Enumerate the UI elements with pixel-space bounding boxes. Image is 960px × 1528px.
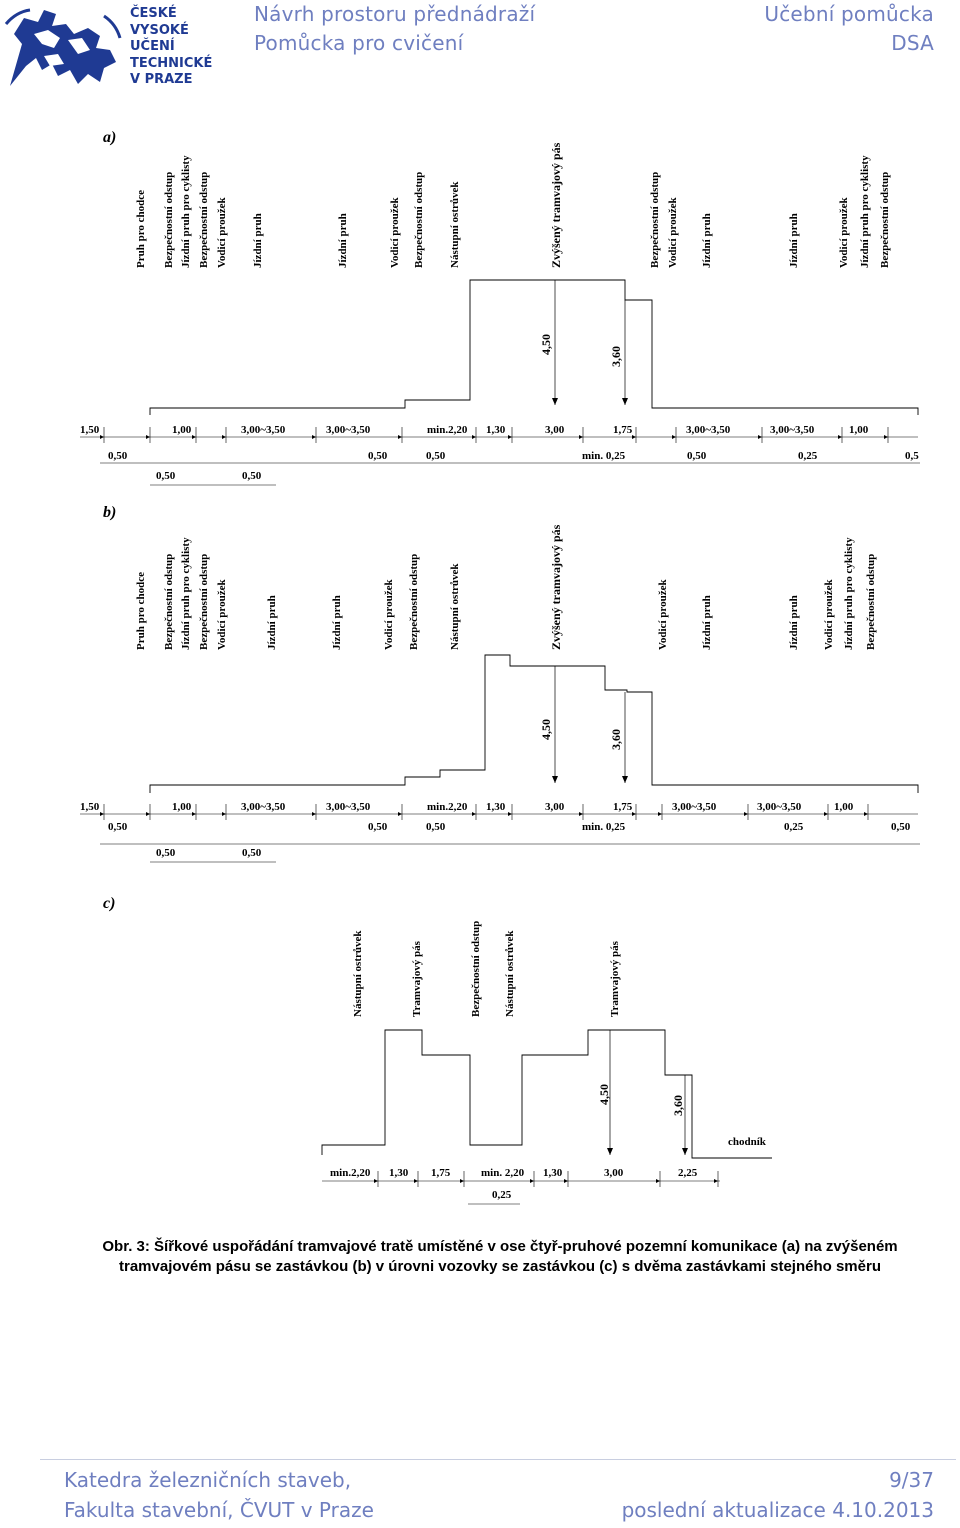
lane-label: Jízdní pruh [337, 213, 349, 268]
dimension-arrow [312, 435, 316, 439]
lane-label: 3,60 [609, 346, 623, 367]
dimension-arrow [656, 1179, 660, 1183]
footer-department: Katedra železničních staveb, [64, 1468, 352, 1492]
dimension-label: 1,50 [80, 424, 100, 436]
dimension-label: min.2,20 [427, 801, 468, 813]
dimension-arrow [824, 812, 828, 816]
lane-label: Jízdní pruh pro cyklisty [859, 155, 871, 268]
dimension-label: 1,30 [543, 1167, 563, 1179]
lane-label: Vodicí proužek [389, 197, 401, 268]
lane-label: Bezpečnostní odstup [198, 553, 210, 650]
lane-label: Zvýšený tramvajový pás [549, 524, 563, 650]
dimension-label: 1,00 [172, 801, 192, 813]
dimension-label: 1,00 [834, 801, 854, 813]
dimension-label: 3,00 [545, 801, 565, 813]
dimension-arrow [579, 435, 583, 439]
dimension-arrow [222, 435, 226, 439]
dimension-label: 0,50 [368, 450, 388, 462]
lane-label: Nástupní ostrůvek [504, 930, 516, 1017]
header-subtitle: Pomůcka pro cvičení [254, 31, 464, 55]
footer-divider [40, 1459, 956, 1460]
lane-label: Nástupní ostrůvek [449, 181, 461, 268]
dimension-arrow [838, 435, 842, 439]
header-doc-type: Učební pomůcka [764, 2, 934, 26]
dimension-arrow [672, 435, 676, 439]
dimension-label: 0,50 [426, 450, 446, 462]
road-profile [322, 1030, 772, 1158]
dimension-label: 3,00~3,50 [241, 801, 286, 813]
lane-label: Nástupní ostrůvek [352, 930, 364, 1017]
dimension-label: 0,50 [108, 821, 128, 833]
dimension-label: 0,25 [492, 1189, 512, 1201]
section-label: c) [103, 895, 116, 912]
dimension-label: min. 2,20 [481, 1167, 525, 1179]
lane-label: Bezpečnostní odstup [198, 171, 210, 268]
dimension-label: 2,25 [678, 1167, 698, 1179]
dimension-arrow [744, 812, 748, 816]
dimension-arrow [146, 812, 150, 816]
dimension-arrow [658, 812, 662, 816]
lane-label: Tramvajový pás [411, 941, 423, 1017]
dimension-label: 0,50 [368, 821, 388, 833]
height-arrow [622, 398, 628, 405]
lane-label: Vodicí proužek [216, 197, 228, 268]
lane-label: Bezpečnostní odstup [163, 553, 175, 650]
road-profile [150, 280, 918, 415]
dimension-label: 3,00 [545, 424, 565, 436]
logo-line: VYSOKÉ [130, 22, 189, 38]
dimension-label: 0,50 [242, 470, 262, 482]
sidewalk-label: chodník [728, 1136, 766, 1148]
height-arrow [552, 398, 558, 405]
lane-label: Bezpečnostní odstup [413, 171, 425, 268]
lane-label: 3,60 [609, 729, 623, 750]
dimension-label: min.2,20 [427, 424, 468, 436]
lane-label: Pruh pro chodce [135, 189, 147, 268]
section-label: a) [103, 129, 117, 146]
lane-label: 4,50 [539, 334, 553, 355]
dimension-label: 3,00~3,50 [241, 424, 286, 436]
dimension-label: min. 0,25 [582, 821, 626, 833]
lane-label: Jízdní pruh [266, 595, 278, 650]
dimension-label: 0,50 [108, 450, 128, 462]
lane-label: Jízdní pruh [701, 595, 713, 650]
lane-label: Jízdní pruh [701, 213, 713, 268]
lane-label: Vodicí proužek [667, 197, 679, 268]
dimension-label: 1,00 [172, 424, 192, 436]
lane-label: Vodicí proužek [838, 197, 850, 268]
lane-label: Bezpečnostní odstup [649, 171, 661, 268]
dimension-label: 1,30 [486, 801, 506, 813]
footer-page-number: 9/37 [889, 1468, 934, 1492]
dimension-arrow [632, 812, 636, 816]
dimension-arrow [714, 1179, 718, 1183]
dimension-label: 1,50 [80, 801, 100, 813]
lane-label: Tramvajový pás [609, 941, 621, 1017]
dimension-label: 1,75 [431, 1167, 451, 1179]
height-arrow [607, 1148, 613, 1155]
section-a [80, 129, 920, 485]
lane-label: Zvýšený tramvajový pás [549, 142, 563, 268]
dimension-label: min. 0,25 [582, 450, 626, 462]
dimension-label: 0,25 [798, 450, 818, 462]
dimension-label: 3,00~3,50 [686, 424, 731, 436]
logo-line: TECHNICKÉ [130, 55, 213, 71]
dimension-arrow [508, 812, 512, 816]
logo-line: V PRAZE [130, 72, 193, 87]
dimension-arrow [632, 435, 636, 439]
dimension-label: 0,5 [905, 450, 919, 462]
dimension-label: 1,30 [486, 424, 506, 436]
logo-line: UČENÍ [130, 39, 175, 54]
section-b [80, 504, 920, 862]
dimension-arrow [374, 1179, 378, 1183]
dimension-arrow [100, 812, 104, 816]
lane-label: Bezpečnostní odstup [408, 553, 420, 650]
dimension-arrow [508, 435, 512, 439]
dimension-label: 0,50 [156, 470, 176, 482]
lane-label: Bezpečnostní odstup [865, 553, 877, 650]
logo-line: ČESKÉ [130, 6, 177, 21]
dimension-arrow [564, 1179, 568, 1183]
dimension-label: 0,50 [242, 847, 262, 859]
dimension-label: 1,00 [849, 424, 869, 436]
lane-label: Vodicí proužek [823, 579, 835, 650]
road-profile [150, 655, 918, 793]
lane-label: Vodicí proužek [657, 579, 669, 650]
dimension-label: 3,00~3,50 [326, 424, 371, 436]
dimension-label: 3,00~3,50 [757, 801, 802, 813]
dimension-label: 3,00~3,50 [770, 424, 815, 436]
dimension-arrow [414, 1179, 418, 1183]
dimension-label: 1,30 [389, 1167, 409, 1179]
dimension-arrow [146, 435, 150, 439]
lane-label: Bezpečnostní odstup [470, 920, 482, 1017]
lane-label: Jízdní pruh pro cyklisty [180, 155, 192, 268]
lane-label: Bezpečnostní odstup [879, 171, 891, 268]
lane-label: Nástupní ostrůvek [449, 563, 461, 650]
dimension-label: 0,50 [426, 821, 446, 833]
section-label: b) [103, 504, 117, 521]
dimension-arrow [100, 435, 104, 439]
dimension-arrow [884, 435, 888, 439]
height-arrow [682, 1148, 688, 1155]
dimension-label: 0,25 [784, 821, 804, 833]
dimension-arrow [192, 812, 196, 816]
dimension-label: 3,00~3,50 [326, 801, 371, 813]
dimension-arrow [758, 435, 762, 439]
lane-label: Pruh pro chodce [135, 571, 147, 650]
dimension-arrow [530, 1179, 534, 1183]
dimension-label: 3,00 [604, 1167, 624, 1179]
dimension-label: min.2,20 [330, 1167, 371, 1179]
lane-label: 4,50 [539, 719, 553, 740]
dimension-label: 3,00~3,50 [672, 801, 717, 813]
lane-label: Jízdní pruh pro cyklisty [180, 537, 192, 650]
dimension-arrow [222, 812, 226, 816]
lane-label: Jízdní pruh [331, 595, 343, 650]
dimension-arrow [398, 812, 402, 816]
dimension-arrow [472, 435, 476, 439]
height-arrow [552, 776, 558, 783]
lane-label: Vodicí proužek [383, 579, 395, 650]
header-title: Návrh prostoru přednádraží [254, 2, 536, 26]
lane-label: Jízdní pruh [788, 595, 800, 650]
dimension-arrow [579, 812, 583, 816]
lane-label: Vodicí proužek [216, 579, 228, 650]
dimension-label: 1,75 [613, 424, 633, 436]
dimension-label: 0,50 [891, 821, 911, 833]
dimension-label: 0,50 [156, 847, 176, 859]
lane-label: 4,50 [597, 1084, 611, 1105]
dimension-label: 1,75 [613, 801, 633, 813]
dimension-arrow [864, 812, 868, 816]
dimension-label: 0,50 [687, 450, 707, 462]
lane-label: Bezpečnostní odstup [163, 171, 175, 268]
lane-label: 3,60 [671, 1095, 685, 1116]
header-course: DSA [891, 31, 934, 55]
footer-last-update: poslední aktualizace 4.10.2013 [621, 1498, 934, 1522]
dimension-arrow [460, 1179, 464, 1183]
dimension-arrow [398, 435, 402, 439]
lane-label: Jízdní pruh [252, 213, 264, 268]
lane-label: Jízdní pruh [788, 213, 800, 268]
lane-label: Jízdní pruh pro cyklisty [843, 537, 855, 650]
dimension-arrow [312, 812, 316, 816]
dimension-arrow [472, 812, 476, 816]
figure-caption: Obr. 3: Šířkové uspořádání tramvajové tratě umístěné v ose čtyř-pruhové pozemní komunikace (a) na zvýšeném tramvajovém pásu se zastávkou (b) v úrovni vozovky se zastávkou (c) s dvěma zastávkami stejného směru [102, 1238, 898, 1275]
section-c [103, 895, 772, 1204]
height-arrow [622, 776, 628, 783]
dimension-arrow [192, 435, 196, 439]
footer-faculty: Fakulta stavební, ČVUT v Praze [64, 1498, 374, 1522]
